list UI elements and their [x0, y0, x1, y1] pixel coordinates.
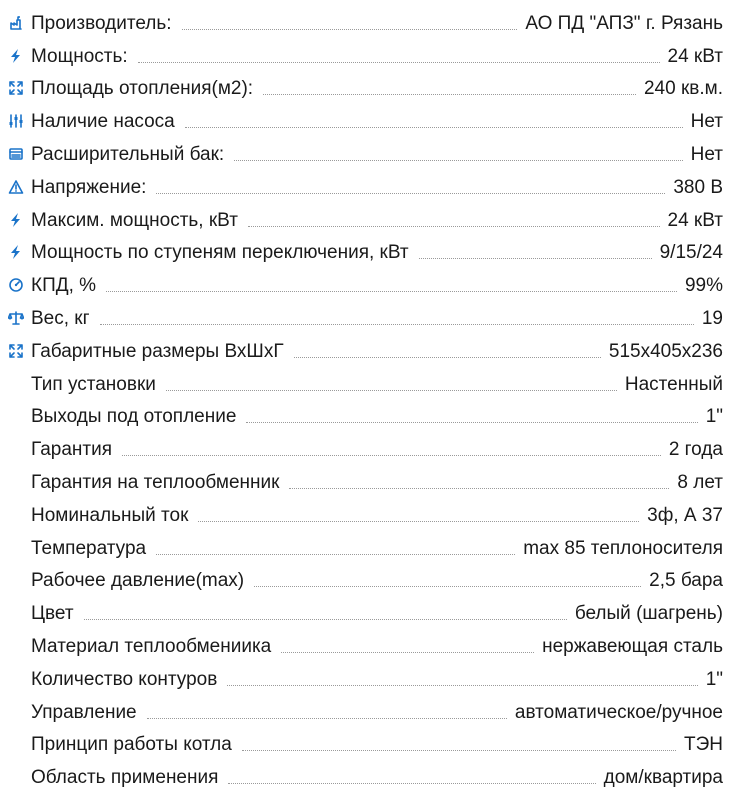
dotted-leader: [156, 554, 515, 555]
spec-row-voltage: [0, 166, 730, 199]
spec-label: Максим. мощность, кВт: [31, 209, 238, 231]
spec-row-heating-area: [0, 68, 730, 101]
factory-icon: [0, 12, 31, 34]
spec-value: автоматическое/ручное: [514, 701, 723, 723]
spec-label: Площадь отопления(м2):: [31, 78, 254, 100]
spec-label: Габаритные размеры ВхШхГ: [31, 340, 284, 362]
spec-value: 24 кВт: [667, 209, 723, 231]
spec-row-step-power: [0, 232, 730, 265]
gauge-icon: [0, 274, 31, 296]
spec-value: нержавеющая сталь: [542, 635, 723, 657]
spec-value: дом/квартира: [603, 767, 723, 789]
spec-row-temperature: [0, 527, 730, 560]
lightning-icon: [0, 241, 31, 263]
spec-value: 380 В: [673, 176, 723, 198]
dotted-leader: [419, 258, 652, 259]
pump-sliders-icon: [0, 110, 31, 132]
spec-value: 2,5 бара: [649, 570, 723, 592]
spec-value: max 85 теплоносителя: [523, 537, 723, 559]
spec-label: Вес, кг: [31, 307, 90, 329]
spec-value: 2 года: [668, 439, 723, 461]
spec-label: Цвет: [31, 603, 74, 625]
dotted-leader: [227, 685, 697, 686]
spec-row-efficiency: [0, 264, 730, 297]
spec-value: 24 кВт: [667, 45, 723, 67]
spec-label: Выходы под отопление: [31, 406, 237, 428]
spec-label: Расширительный бак:: [31, 143, 225, 165]
dotted-leader: [156, 193, 665, 194]
dotted-leader: [166, 390, 617, 391]
spec-row-control: [0, 691, 730, 724]
spec-label: Управление: [31, 701, 137, 723]
spec-value: Нет: [690, 111, 723, 133]
spec-label: Мощность:: [31, 45, 128, 67]
dotted-leader: [84, 619, 567, 620]
spec-label: Материал теплообмениика: [31, 635, 272, 657]
spec-row-heat-exchanger-warranty: [0, 461, 730, 494]
spec-value: 1": [705, 406, 723, 428]
spec-row-application-area: [0, 756, 730, 789]
lightning-icon: [0, 209, 31, 231]
dotted-leader: [185, 127, 683, 128]
tank-icon: [0, 143, 31, 165]
dotted-leader: [294, 357, 601, 358]
dotted-leader: [246, 422, 697, 423]
spec-label: Напряжение:: [31, 176, 147, 198]
spec-value: белый (шагрень): [574, 603, 723, 625]
spec-row-power: [0, 35, 730, 68]
spec-value: 19: [701, 307, 723, 329]
spec-value: Нет: [690, 143, 723, 165]
spec-row-expansion-tank: [0, 133, 730, 166]
dotted-leader: [147, 718, 507, 719]
spec-label: Гарантия на теплообменник: [31, 471, 280, 493]
spec-value: Настенный: [624, 373, 723, 395]
lightning-icon: [0, 45, 31, 67]
spec-value: 515х405х236: [608, 340, 723, 362]
dotted-leader: [182, 29, 518, 30]
spec-label: Принцип работы котла: [31, 734, 232, 756]
dotted-leader: [198, 521, 639, 522]
spec-row-working-pressure: [0, 560, 730, 593]
spec-label: Номинальный ток: [31, 504, 189, 526]
spec-row-operating-principle: [0, 724, 730, 757]
spec-value: 240 кв.м.: [643, 78, 723, 100]
spec-row-rated-current: [0, 494, 730, 527]
dotted-leader: [122, 455, 661, 456]
spec-label: Гарантия: [31, 439, 113, 461]
dotted-leader: [106, 291, 677, 292]
dotted-leader: [138, 62, 660, 63]
spec-row-weight: [0, 297, 730, 330]
dotted-leader: [228, 783, 595, 784]
dotted-leader: [289, 488, 669, 489]
spec-value: 3ф, А 37: [647, 504, 723, 526]
scales-icon: [0, 307, 31, 329]
spec-label: Температура: [31, 537, 147, 559]
expand-arrows-icon: [0, 340, 31, 362]
spec-value: АО ПД "АПЗ" г. Рязань: [525, 12, 723, 34]
spec-label: Тип установки: [31, 373, 156, 395]
dotted-leader: [248, 226, 660, 227]
spec-label: Количество контуров: [31, 668, 218, 690]
spec-row-max-power: [0, 199, 730, 232]
dotted-leader: [100, 324, 694, 325]
spec-value: 99%: [684, 275, 723, 297]
spec-row-manufacturer: [0, 2, 730, 35]
spec-label: КПД, %: [31, 275, 97, 297]
spec-value: 1": [705, 668, 723, 690]
spec-row-color: [0, 592, 730, 625]
spec-row-warranty: [0, 428, 730, 461]
dotted-leader: [234, 160, 682, 161]
spec-row-heat-exchanger-material: [0, 625, 730, 658]
spec-row-circuits-count: [0, 658, 730, 691]
spec-label: Наличие насоса: [31, 111, 175, 133]
spec-row-mount-type: [0, 363, 730, 396]
dotted-leader: [242, 750, 676, 751]
expand-arrows-icon: [0, 77, 31, 99]
spec-label: Рабочее давление(max): [31, 570, 245, 592]
spec-label: Производитель:: [31, 12, 172, 34]
spec-row-pump: [0, 100, 730, 133]
spec-label: Область применения: [31, 767, 219, 789]
dotted-leader: [263, 94, 636, 95]
dotted-leader: [281, 652, 534, 653]
spec-value: 8 лет: [677, 471, 723, 493]
spec-value: ТЭН: [684, 734, 723, 756]
warning-triangle-icon: [0, 176, 31, 198]
dotted-leader: [254, 586, 641, 587]
spec-row-dimensions: [0, 330, 730, 363]
spec-value: 9/15/24: [659, 242, 723, 264]
spec-row-heating-outlets: [0, 396, 730, 429]
spec-label: Мощность по ступеням переключения, кВт: [31, 242, 409, 264]
